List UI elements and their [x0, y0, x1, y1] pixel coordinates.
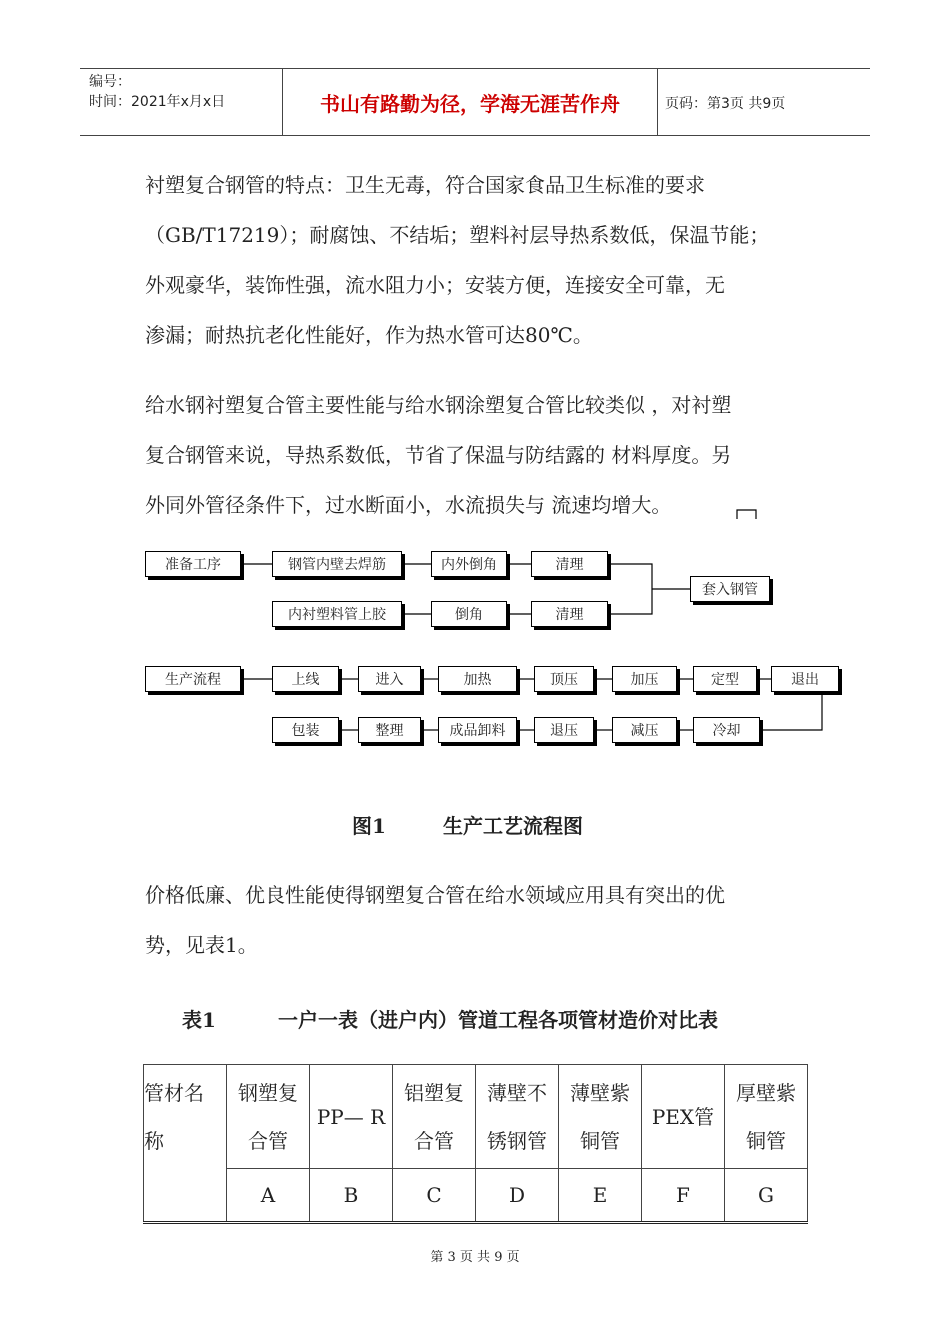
flow-box: 加热: [438, 666, 517, 692]
flow-box: 内外倒角: [431, 551, 507, 577]
flow-box: 定型: [693, 666, 757, 692]
figure-caption-title: 生产工艺流程图: [443, 814, 583, 838]
cell-text: 厚壁紫: [736, 1080, 796, 1105]
table-header-cell: [310, 1065, 393, 1169]
table-caption-title: 一户一表（进户内）管道工程各项管材造价对比表: [278, 1008, 718, 1032]
flow-box-prep-label: 准备工序: [145, 551, 241, 577]
page-footer: 第 3 页 共 9 页: [430, 1250, 520, 1265]
flow-box: 钢管内壁去焊筋: [272, 551, 402, 577]
flow-box: 成品卸料: [438, 717, 517, 743]
table-caption-number: 表1: [182, 1008, 216, 1032]
cell-text: PEX管: [651, 1104, 715, 1129]
table-cell: C: [393, 1169, 476, 1223]
flow-box: 退压: [534, 717, 594, 743]
flow-box: 内衬塑料管上胶: [272, 601, 402, 627]
cell-text: 铝塑复: [404, 1080, 464, 1105]
text-line: 外同外管径条件下，过水断面小，水流损失与 流速均增大。: [145, 493, 672, 517]
table-header-cell: [144, 1065, 227, 1223]
table-cell: F: [642, 1169, 725, 1223]
flow-box: 上线: [272, 666, 339, 692]
paragraph-price: [145, 870, 815, 970]
header-time: 时间：2021年x月x日: [89, 94, 226, 110]
cell-text: 合管: [248, 1128, 288, 1153]
flow-box: 整理: [358, 717, 421, 743]
cell-text: 薄壁紫: [570, 1080, 630, 1105]
cell-text: 薄壁不: [487, 1080, 547, 1105]
flow-box: 冷却: [693, 717, 760, 743]
cell-text: 锈钢管: [487, 1128, 547, 1153]
table-header-cell: [642, 1065, 725, 1169]
header-page: 页码：第3页 共9页: [665, 96, 786, 112]
table-header-cell: [393, 1065, 476, 1169]
cell-text: 钢塑复: [238, 1080, 298, 1105]
cell-text: 合管: [414, 1128, 454, 1153]
table-row: [144, 1169, 808, 1223]
table-cell: D: [476, 1169, 559, 1223]
table-header-cell: [559, 1065, 642, 1169]
table-header-cell: [227, 1065, 310, 1169]
text-line: 复合钢管来说，导热系数低，节省了保温与防结露的 材料厚度。另: [145, 443, 732, 467]
text-line: 衬塑复合钢管的特点：卫生无毒，符合国家食品卫生标准的要求: [145, 173, 705, 197]
table-cell: E: [559, 1169, 642, 1223]
flow-box-merge: 套入钢管: [690, 576, 770, 602]
flow-box: 退出: [771, 666, 839, 692]
table-header-cell: [476, 1065, 559, 1169]
flow-box-prod-label: 生产流程: [145, 666, 241, 692]
text-line: 势，见表1。: [145, 933, 258, 957]
flow-box: 清理: [531, 601, 608, 627]
table-header-cell: [725, 1065, 808, 1169]
table-cell: A: [227, 1169, 310, 1223]
text-line: 价格低廉、优良性能使得钢塑复合管在给水领域应用具有突出的优: [145, 883, 725, 907]
text-line: （GB/T17219）；耐腐蚀、不结垢；塑料衬层导热系数低，保温节能；: [145, 223, 770, 247]
flow-box: 进入: [358, 666, 421, 692]
figure-caption-number: 图1: [352, 814, 386, 838]
table-cell: G: [725, 1169, 808, 1223]
cell-text: 铜管: [580, 1128, 620, 1153]
header-motto: 书山有路勤为径，学海无涯苦作舟: [283, 69, 658, 135]
text-line: 外观豪华，装饰性强，流水阻力小；安装方便，连接安全可靠，无: [145, 273, 725, 297]
table-cell: B: [310, 1169, 393, 1223]
cell-text: PP— R: [316, 1104, 386, 1129]
flow-box: 加压: [612, 666, 677, 692]
cell-text: 铜管: [746, 1128, 786, 1153]
table-row: [144, 1065, 808, 1169]
pipe-cost-table: [143, 1064, 808, 1224]
flow-box: 减压: [612, 717, 677, 743]
cell-text: 称: [144, 1129, 164, 1153]
flow-box: 清理: [531, 551, 608, 577]
text-line: 渗漏；耐热抗老化性能好，作为热水管可达80℃。: [145, 323, 593, 347]
flow-box: 倒角: [431, 601, 507, 627]
flow-box: 顶压: [534, 666, 594, 692]
header-number: 编号：: [89, 74, 131, 90]
text-line: 给水钢衬塑复合管主要性能与给水钢涂塑复合管比较类似 ，对衬塑: [145, 393, 732, 417]
cell-text: 管材名: [144, 1081, 204, 1105]
flow-box: 包装: [272, 717, 339, 743]
